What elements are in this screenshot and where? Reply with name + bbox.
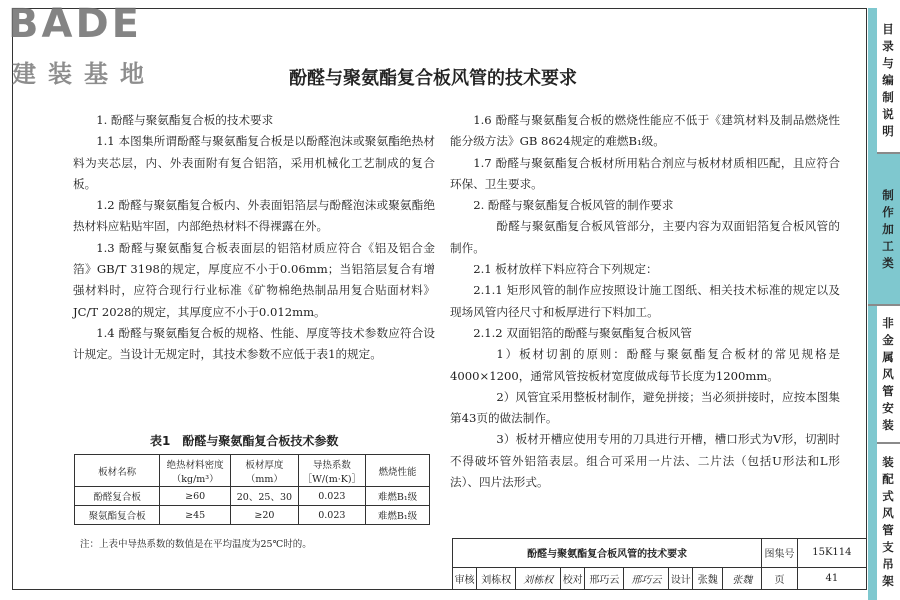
reviewer-signature: 刘栋权	[516, 567, 561, 589]
title-block	[452, 538, 867, 590]
table-header: 绝热材料密度（kg/m³）	[160, 455, 231, 487]
table-cell: ≥20	[231, 506, 298, 525]
tab-fabrication[interactable]	[868, 154, 900, 306]
table-header: 燃烧性能	[366, 455, 430, 487]
page-title: 酚醛与聚氨酯复合板风管的技术要求	[289, 68, 577, 89]
checker-name: 邢巧云	[585, 567, 624, 589]
table-note: 注：上表中导热系数的数值是在平均温度为25℃时的。	[80, 539, 312, 550]
left-column	[73, 110, 435, 366]
accent-strip	[868, 444, 877, 600]
table-cell: 酚醛复合板	[75, 487, 160, 506]
paragraph: 1.6 酚醛与聚氨酯复合板的燃烧性能应不低于《建筑材料及制品燃烧性能分级方法》GB 8624规定的难燃B₁级。	[450, 113, 840, 149]
brand-logo-subtitle: 建装基地	[12, 60, 156, 88]
brand-logo: BADE	[8, 1, 142, 47]
atlas-number: 15K114	[797, 539, 866, 568]
section-index-sidebar	[868, 8, 900, 600]
page-number: 41	[797, 567, 866, 589]
list-item: 1）板材切割的原则：酚醛与聚氨酯复合板材的常见规格是4000×1200，通常风管按板材宽度做成每节长度为1200mm。	[450, 347, 840, 383]
paragraph: 2.1.1 矩形风管的制作应按照设计施工图纸、相关技术标准的规定以及现场风管内径尺寸和板厚进行下料加工。	[450, 283, 840, 319]
accent-strip	[868, 306, 877, 444]
tab-label: 制 作 加 工 类	[882, 187, 894, 270]
heading-1: 1. 酚醛与聚氨酯复合板的技术要求	[96, 113, 274, 127]
paragraph: 2.1.2 双面铝箔的酚醛与聚氨酯复合板风管	[473, 325, 692, 340]
paragraph: 1.4 酚醛与聚氨酯复合板的规格、性能、厚度等技术参数应符合设计规定。当设计无规定时，其技术参数不应低于表1的规定。	[73, 325, 435, 362]
table-cell: ≥45	[160, 506, 231, 525]
paragraph: 1.2 酚醛与聚氨酯复合板内、外表面铝箔层与酚醛泡沫或聚氨酯绝热材料应粘贴牢固，内部绝热材料不得裸露在外。	[73, 198, 435, 234]
heading-2: 2. 酚醛与聚氨酯复合板风管的制作要求	[473, 198, 674, 213]
spec-table	[74, 454, 430, 525]
paragraph: 2.1 板材放样下料应符合下列规定：	[473, 262, 658, 277]
table-row	[75, 506, 430, 525]
designer-signature: 张魏	[723, 567, 762, 589]
check-label: 校对	[561, 567, 585, 589]
design-label: 设计	[669, 567, 693, 589]
paragraph: 1.3 酚醛与聚氨酯复合板表面层的铝箔材质应符合《铝及铝合金箔》GB/T 3198的规定，厚度应不小于0.06mm；当铝箔层复合有增强材料时，应符合现行行业标准《矿物棉绝热制品用复合贴面材料》JC/T 2028的规定，其厚度应不小于0.012mm。	[73, 240, 435, 319]
table-cell: 难燃B₁级	[366, 506, 430, 525]
paragraph: 1.7 酚醛与聚氨酯复合板材所用粘合剂应与板材材质相匹配，且应符合环保、卫生要求。	[450, 155, 840, 191]
table-caption: 表1 酚醛与聚氨酯复合板技术参数	[150, 434, 339, 448]
table-cell: 难燃B₁级	[366, 487, 430, 506]
table-row	[75, 487, 430, 506]
checker-signature: 邢巧云	[624, 567, 669, 589]
right-column	[450, 110, 840, 493]
list-item: 3）板材开槽应使用专用的刀具进行开槽，槽口形式为V形，切割时不得破坏管外铝箔表层。组合可采用一片法、二片法（包括U形法和L形法）、四片法形式。	[450, 432, 840, 490]
list-item: 2）风管宜采用整板材制作，避免拼接；当必须拼接时，应按本图集第43页的做法制作。	[450, 389, 840, 426]
paragraph: 1.1 本图集所谓酚醛与聚氨酯复合板是以酚醛泡沫或聚氨酯绝热材料为夹芯层，内、外表面附有复合铝箔，采用机械化工艺制成的复合板。	[73, 134, 435, 191]
table-cell: 0.023	[298, 487, 365, 506]
designer-name: 张魏	[693, 567, 723, 589]
table-cell: 聚氨酯复合板	[75, 506, 160, 525]
accent-strip	[868, 8, 877, 154]
reviewer-name: 刘栋权	[477, 567, 516, 589]
table-header: 板材名称	[75, 455, 160, 487]
page-label: 页	[762, 567, 797, 589]
table-cell: ≥60	[160, 487, 231, 506]
table-cell: 20、25、30	[231, 487, 298, 506]
paragraph: 酚醛与聚氨酯复合板风管部分，主要内容为双面铝箔复合板风管的制作。	[450, 219, 840, 255]
table-header: 导热系数［W/(m·K)］	[298, 455, 365, 487]
review-label: 审核	[453, 567, 477, 589]
tab-label: 非 金 属 风 管 安 装	[882, 315, 894, 432]
atlas-label: 图集号	[762, 539, 797, 568]
table-header: 板材厚度（mm）	[231, 455, 298, 487]
tab-label: 目 录 与 编 制 说 明	[882, 21, 894, 138]
title-block-title: 酚醛与聚氨酯复合板风管的技术要求	[453, 539, 762, 568]
tab-label: 装 配 式 风 管 支 吊 架	[882, 455, 894, 588]
table-cell: 0.023	[298, 506, 365, 525]
